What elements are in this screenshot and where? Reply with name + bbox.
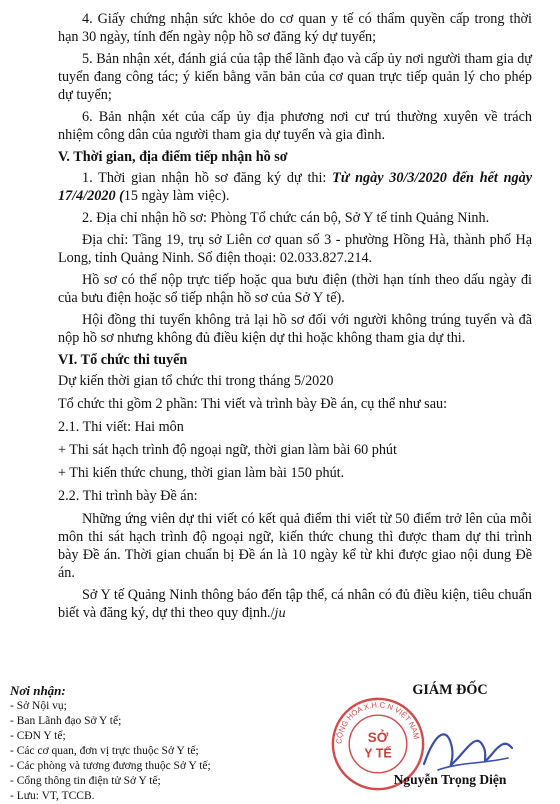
section-5-time-dates: Từ ngày 30/3/2020 đến hết ngày 17/4/2020 (: [58, 170, 532, 204]
recipients-block: [10, 683, 270, 804]
recipient-line: - Các cơ quan, đơn vị trực thuộc Sở Y tế;: [10, 745, 199, 757]
section-5-submission: Hồ sơ có thể nộp trực tiếp hoặc qua bưu điện (thời hạn tính theo dấu ngày đi của bưu điện hoặc sổ tiếp nhận hồ sơ của Sở Y tế).: [58, 272, 532, 306]
recipients-title: Nơi nhận:: [10, 683, 66, 698]
item-5: 5. Bản nhận xét, đánh giá của tập thể lãnh đạo và cấp ủy nơi người tham gia dự tuyển đang công tác; ý kiến bằng văn bản của cơ quan trực tiếp quản lý cho phép dự tuyển;: [58, 51, 532, 103]
section-6-written: 2.1. Thi viết: Hai môn: [58, 419, 184, 435]
section-6-structure: Tổ chức thi gồm 2 phần: Thi viết và trình bày Đề án, cụ thể như sau:: [58, 396, 448, 412]
recipient-line: - Lưu: VT, TCCB.: [10, 790, 95, 802]
item-6: 6. Bản nhận xét của cấp ủy địa phương nơi cư trú thường xuyên về trách nhiệm công dân của người tham gia dự tuyển và gia đình.: [58, 109, 532, 143]
seal-center-line-1: SỞ: [367, 730, 389, 746]
section-5-time-suffix: 15 ngày làm việc).: [123, 188, 230, 204]
handwritten-signature: [418, 718, 518, 780]
recipient-line: - Ban Lãnh đạo Sở Y tế;: [10, 715, 122, 727]
section-6-language-test: + Thi sát hạch trình độ ngoại ngữ, thời gian làm bài 60 phút: [58, 442, 397, 458]
section-6-announcement: [58, 586, 532, 622]
signer-name: Nguyễn Trọng Diện: [393, 772, 507, 787]
seal-ring-text: CỘNG HÒA X.H.C.N VIỆT NAM: [334, 700, 422, 745]
section-5-address: 2. Địa chỉ nhận hồ sơ: Phòng Tổ chức cán bộ, Sở Y tế tỉnh Quảng Ninh.: [82, 210, 490, 226]
recipient-line: - Sở Nội vụ;: [10, 700, 67, 712]
section-6-heading: VI. Tổ chức thi tuyển: [58, 352, 188, 368]
initials-mark: ju: [274, 606, 286, 620]
section-6-schedule: Dự kiến thời gian tổ chức thi trong tháng 5/2020: [58, 373, 334, 389]
section-5-heading: V. Thời gian, địa điểm tiếp nhận hồ sơ: [58, 149, 288, 165]
seal-center-line-2: Y TẾ: [364, 746, 392, 761]
recipient-line: - CĐN Y tế;: [10, 730, 66, 742]
section-5-time-prefix: 1. Thời gian nhận hồ sơ đăng ký dự thi:: [82, 170, 333, 186]
section-6-general-test: + Thi kiến thức chung, thời gian làm bài 150 phút.: [58, 465, 345, 481]
recipient-line: - Các phòng và tương đương thuộc Sở Y tế;: [10, 760, 211, 772]
section-5-time: [58, 169, 532, 205]
section-5-address-detail: Địa chỉ: Tầng 19, trụ sở Liên cơ quan số 3 - phường Hồng Hà, thành phố Hạ Long, tỉnh Quảng Ninh. Số điện thoại: 02.033.827.214.: [58, 232, 532, 266]
section-6-eligibility: Những ứng viên dự thi viết có kết quả điểm thi viết từ 50 điểm trở lên của mỗi môn thi sát hạch trình độ ngoại ngữ, kiến thức chung thì được tham dự thi trình bày Đề án. Thời gian chuẩn bị Đề án là 10 ngày kể từ khi được giao nội dung Đề án.: [58, 511, 532, 581]
item-4: 4. Giấy chứng nhận sức khỏe do cơ quan y tế có thẩm quyền cấp trong thời hạn 30 ngày, tính đến ngày nộp hồ sơ đăng ký dự tuyển;: [58, 11, 532, 45]
section-6-project: 2.2. Thi trình bày Đề án:: [58, 488, 198, 504]
section-6-announcement-text: Sở Y tế Quảng Ninh thông báo đến tập thể, cá nhân có đủ điều kiện, tiêu chuẩn biết và đăng ký, dự thi theo quy định./: [58, 587, 532, 621]
section-5-no-return: Hội đồng thi tuyển không trả lại hồ sơ đối với người không trúng tuyển và đã nộp hồ sơ nhưng không đủ điều kiện dự thi hoặc không tham gia dự thi.: [58, 312, 532, 346]
signer-role: GIÁM ĐỐC: [412, 682, 488, 698]
recipient-line: - Cổng thông tin điện tử Sở Y tế;: [10, 775, 161, 787]
